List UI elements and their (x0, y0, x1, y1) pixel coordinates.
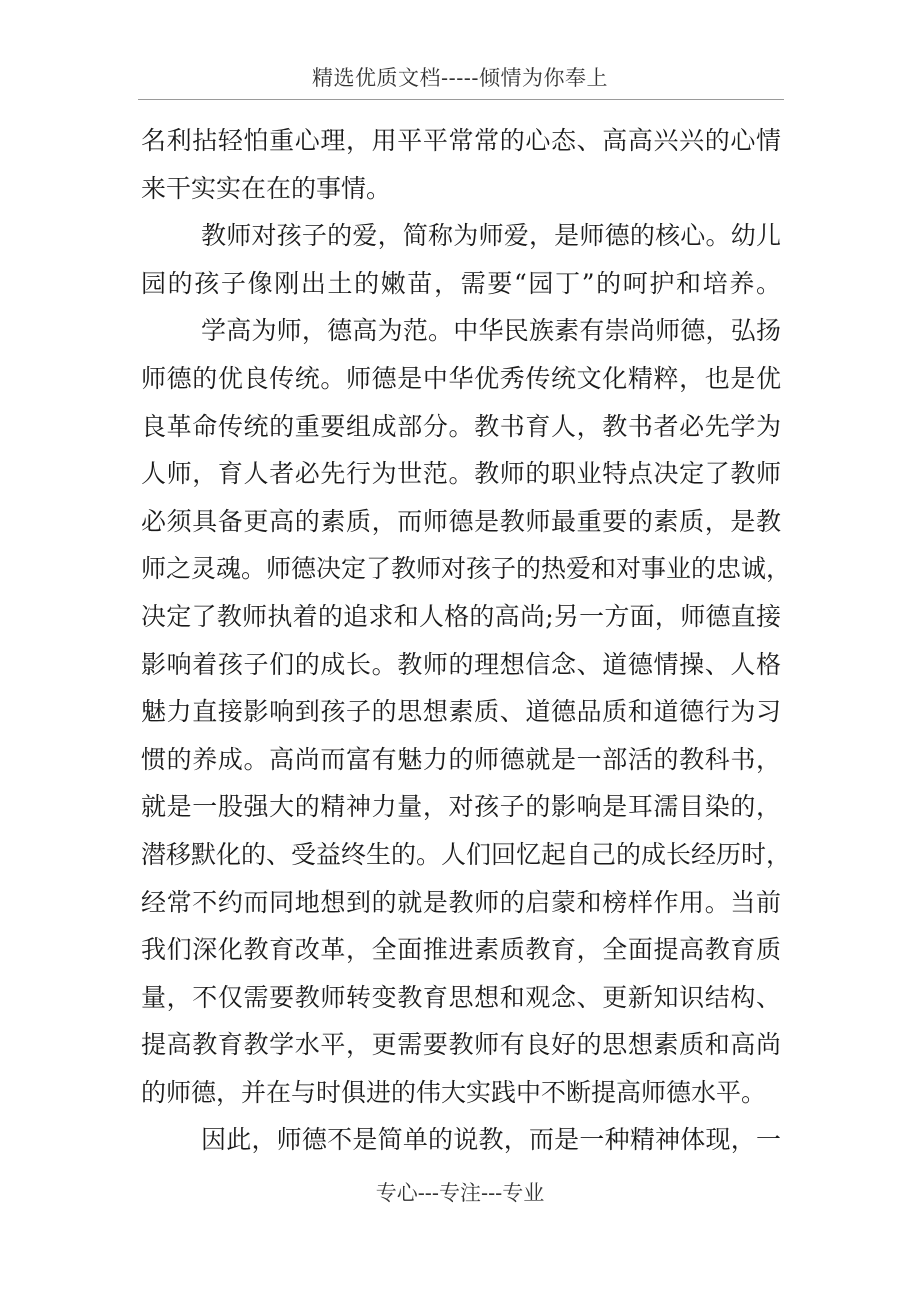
text-line: 来干实实在在的事情。 (141, 173, 392, 203)
paragraph-first-line: 教师对孩子的爱，简称为师爱，是师德的核心。幼儿 (201, 221, 781, 251)
document-body (141, 117, 792, 1164)
page-footer: 专心---专注---专业 (375, 1181, 545, 1205)
text-line: 园的孩子像刚出土的嫩苗，需要“园丁”的呵护和培养。 (141, 268, 781, 298)
page-header: 精选优质文档-----倾情为你奉上 (312, 66, 608, 90)
text-line: 师之灵魂。师德决定了教师对孩子的热爱和对事业的忠诚， (141, 554, 792, 584)
text-line: 决定了教师执着的追求和人格的高尚;另一方面，师德直接 (141, 601, 781, 631)
text-line: 必须具备更高的素质，而师德是教师最重要的素质，是教 (141, 506, 781, 536)
text-line: 量，不仅需要教师转变教育思想和观念、更新知识结构、 (141, 982, 781, 1012)
text-line: 师德的优良传统。师德是中华优秀传统文化精粹，也是优 (141, 363, 781, 393)
text-line: 惯的养成。高尚而富有魅力的师德就是一部活的教科书， (141, 744, 781, 774)
paragraph-first-line: 学高为师，德高为范。中华民族素有崇尚师德，弘扬 (201, 316, 781, 346)
text-line: 魅力直接影响到孩子的思想素质、道德品质和道德行为习 (141, 697, 781, 727)
text-line: 良革命传统的重要组成部分。教书育人，教书者必先学为 (141, 411, 781, 441)
text-line: 人师，育人者必先行为世范。教师的职业特点决定了教师 (141, 459, 781, 489)
text-line: 提高教育教学水平，更需要教师有良好的思想素质和高尚 (141, 1030, 781, 1060)
text-line: 名利拈轻怕重心理，用平平常常的心态、高高兴兴的心情 (141, 126, 781, 155)
text-line: 的师德，并在与时俱进的伟大实践中不断提高师德水平。 (141, 1077, 767, 1107)
text-line: 我们深化教育改革，全面推进素质教育，全面提高教育质 (141, 935, 781, 965)
text-line: 就是一股强大的精神力量，对孩子的影响是耳濡目染的， (141, 792, 781, 822)
text-line: 潜移默化的、受益终生的。人们回忆起自己的成长经历时， (141, 839, 792, 869)
header-divider (138, 99, 784, 100)
paragraph-first-line: 因此，师德不是简单的说教，而是一种精神体现，一 (201, 1125, 781, 1155)
text-line: 影响着孩子们的成长。教师的理想信念、道德情操、人格 (141, 649, 781, 679)
text-line: 经常不约而同地想到的就是教师的启蒙和榜样作用。当前 (141, 887, 781, 917)
